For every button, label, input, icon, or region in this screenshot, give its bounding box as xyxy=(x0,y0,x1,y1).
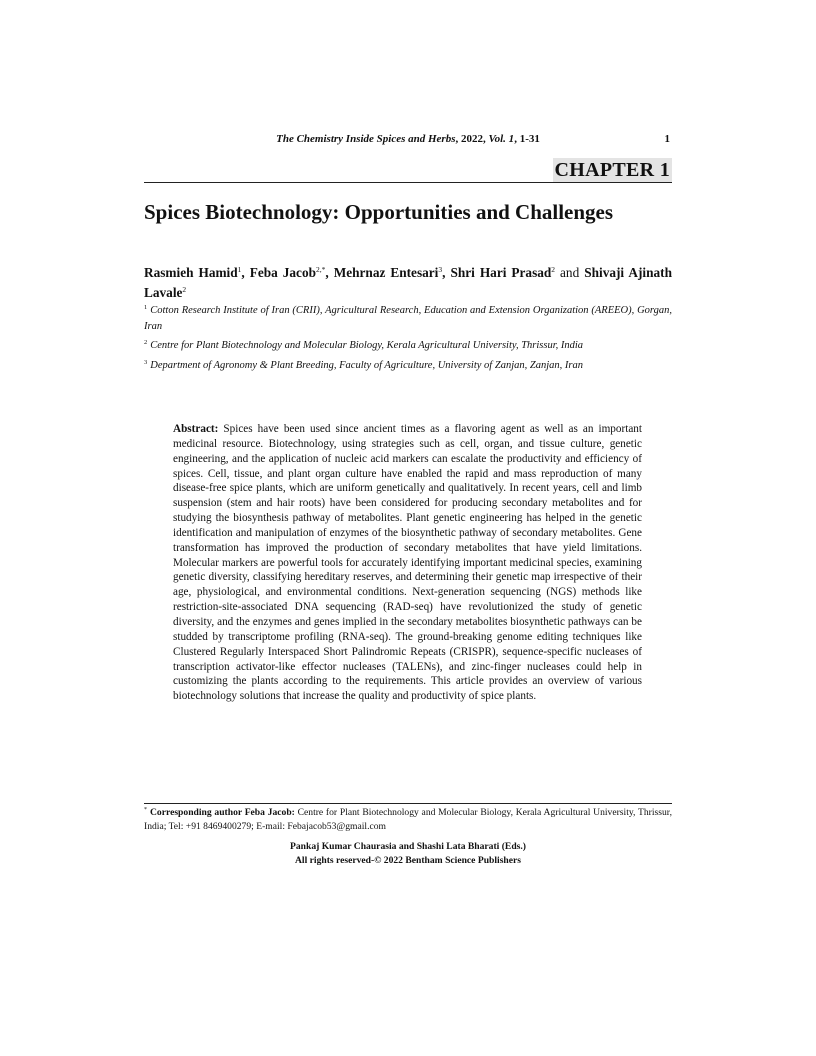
book-title: The Chemistry Inside Spices and Herbs xyxy=(276,133,456,145)
chapter-rule xyxy=(144,182,672,183)
author-name: Feba Jacob xyxy=(249,265,316,280)
author-affiliation-marker: 2 xyxy=(551,265,556,274)
chapter-title: Spices Biotechnology: Opportunities and Challenges xyxy=(144,200,614,224)
author-name: Shri Hari Prasad xyxy=(450,265,552,280)
author-name: Rasmieh Hamid xyxy=(144,265,238,280)
affiliation-text: Cotton Research Institute of Iran (CRII), Agricultural Research, Education and Extension Organization (AREEO), Gorgan, Iran xyxy=(144,305,672,332)
affiliation-marker: 1 xyxy=(144,304,148,311)
editors-line: Pankaj Kumar Chaurasia and Shashi Lata Bharati (Eds.) xyxy=(290,841,526,852)
affiliation xyxy=(144,358,672,374)
author-separator: and xyxy=(555,265,585,280)
page-number: 1 xyxy=(664,133,670,145)
author-name: Mehrnaz Entesari xyxy=(333,265,439,280)
footnote-marker: * xyxy=(144,807,147,813)
publisher-block xyxy=(144,840,672,867)
affiliation-text: Department of Agronomy & Plant Breeding, Faculty of Agriculture, University of Zanjan, Zanjan, Iran xyxy=(150,359,583,371)
affiliation xyxy=(144,338,672,354)
affiliation-marker: 2 xyxy=(144,339,148,346)
page-range: , 1-31 xyxy=(514,133,540,145)
affiliation-marker: 3 xyxy=(144,358,148,366)
abstract-label: Abstract: xyxy=(173,423,219,435)
rights-line: All rights reserved-© 2022 Bentham Science Publishers xyxy=(294,854,522,866)
author-separator: , xyxy=(325,265,334,280)
corresponding-author-footnote xyxy=(144,806,672,833)
chapter-label: CHAPTER 1 xyxy=(554,159,670,181)
abstract xyxy=(173,422,642,704)
affiliation-text: Centre for Plant Biotechnology and Molecular Biology, Kerala Agricultural University, Thrissur, India xyxy=(150,340,584,351)
book-page xyxy=(144,0,672,1056)
author-separator: , xyxy=(241,265,250,280)
author-affiliation-marker: 2,* xyxy=(316,265,326,274)
affiliation xyxy=(144,303,672,334)
author-affiliation-marker: 1 xyxy=(237,265,242,274)
volume: Vol. 1 xyxy=(488,133,515,145)
abstract-text: Spices have been used since ancient times as a flavoring agent as well as an important medicinal resource. Biotechnology, using strategies such as cell, organ, and tissue culture, genetic engineering, and the application of nucleic acid markers can escalate the productivity and efficiency of spices. Cell, tissue, and plant organ culture have enabled the rapid and mass reproduction of many disease-free spice plants, which are uniform genetically and qualitatively. In recent years, cell and limb suspension (stem and hair roots) have been considered for producing secondary metabolites and for studying the biosynthesis pathway of metabolites. Plant genetic engineering has helped in the genetic identification and manipulation of enzymes of the biosynthetic pathway of secondary metabolites. Gene transformation has improved the production of secondary metabolites that have yield limitations. Molecular markers are powerful tools for accurately identifying important medicinal species, examining genetic diversity, classifying hereditary reserves, and determining their genetic map irrespective of their age, physiological, and environmental conditions. Next-generation sequencing (NGS) methods like restriction-site-associated DNA sequencing (RAD-seq) have revolutionized the study of genetic diversity, and the enzymes and genes implied in the secondary metabolites biosynthetic pathways can be studded by transcriptome profiling (RNA-seq). The ground-breaking genome editing techniques like Clustered Regularly Interspaced Short Palindromic Repeats (CRISPR), sequence-specific nucleases of transcription activator-like effector nucleases (TALENs), and zinc-finger nucleases could help in customizing the plants according to the requirements. This article provides an overview of various biotechnology solutions that increase the quality and productivity of spice plants. xyxy=(173,423,642,703)
footnote-text: Centre for Plant Biotechnology and Molecular Biology, Kerala Agricultural University, Thrissur, India; Tel: +91 8469400279; E-mail: Febajacob53@gmail.com xyxy=(144,807,672,832)
author-name: Shivaji Ajinath Lavale xyxy=(144,265,672,300)
author-affiliation-marker: 3 xyxy=(438,265,443,274)
author-list xyxy=(144,263,672,303)
author-affiliation-marker: 2 xyxy=(182,285,187,294)
footnote-rule xyxy=(144,803,672,804)
author-separator: , xyxy=(442,265,451,280)
footnote-label: Corresponding author Feba Jacob: xyxy=(150,807,295,818)
running-head-citation xyxy=(144,133,672,145)
publication-year: , 2022, xyxy=(455,133,489,145)
affiliation-list xyxy=(144,303,672,377)
